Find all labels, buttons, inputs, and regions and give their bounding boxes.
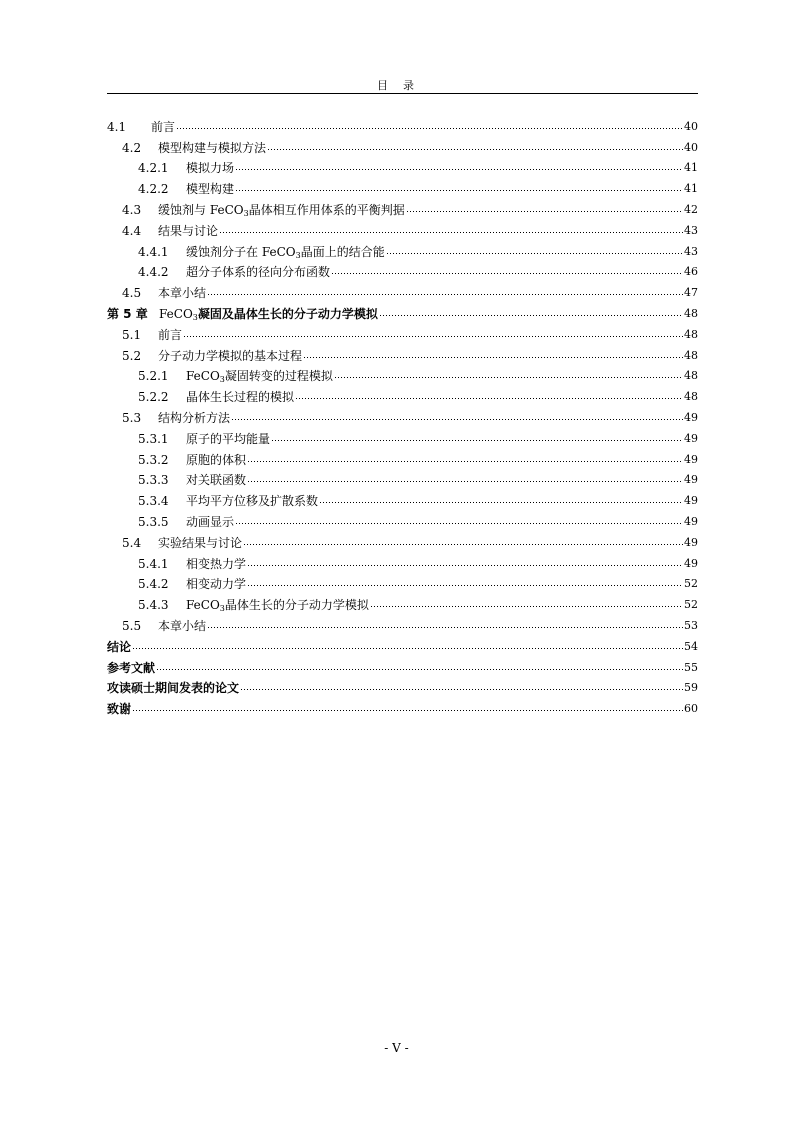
toc-entry-number: 第 5 章	[107, 306, 148, 321]
toc-entry-title: 分子动力学模拟的基本过程	[158, 348, 303, 363]
toc-leader-dots	[132, 709, 683, 713]
toc-entry-page: 52	[684, 577, 698, 591]
toc-entry-page: 53	[684, 618, 698, 632]
toc-leader-dots	[331, 272, 683, 276]
toc-entry-number: 5.3.5	[138, 514, 169, 529]
toc-entry-page: 49	[684, 494, 698, 508]
toc-entry-number: 4.4.1	[138, 244, 169, 259]
toc-entry-title: FeCO$_3$凝固及晶体生长的分子动力学模拟	[159, 306, 378, 322]
toc-entry-number: 5.3	[122, 410, 142, 425]
toc-entry-title: 攻读硕士期间发表的论文	[107, 681, 240, 696]
toc-entry-page: 48	[684, 348, 698, 362]
toc-entry-page: 48	[684, 327, 698, 341]
toc-entry-page: 43	[684, 223, 698, 237]
toc-entry-page: 60	[684, 702, 698, 716]
toc-entry-title: 结构分析方法	[158, 410, 231, 425]
table-of-contents	[107, 114, 698, 717]
toc-entry-page: 59	[684, 681, 698, 695]
toc-entry-page: 42	[684, 202, 698, 216]
toc-entry-number: 5.4.1	[138, 556, 169, 571]
toc-entry-5-5[interactable]	[107, 613, 698, 634]
toc-leader-dots	[370, 605, 683, 609]
toc-entry-number: 5.4	[122, 535, 142, 550]
toc-entry-number: 4.3	[122, 202, 142, 217]
toc-entry-5-2-1[interactable]	[107, 364, 698, 385]
toc-entry-number: 4.2.1	[138, 161, 169, 176]
page-number: - V -	[384, 1041, 409, 1055]
toc-leader-dots	[247, 564, 683, 568]
toc-leader-dots	[235, 168, 683, 172]
toc-entry-references[interactable]	[107, 655, 698, 676]
toc-entry-4-2-1[interactable]	[107, 156, 698, 177]
toc-entry-4-1[interactable]	[107, 114, 698, 135]
toc-entry-5-4-3[interactable]	[107, 592, 698, 613]
toc-leader-dots	[379, 314, 683, 318]
toc-entry-title: 本章小结	[158, 286, 207, 301]
toc-leader-dots	[247, 480, 683, 484]
toc-entry-title: 致谢	[107, 702, 132, 717]
toc-entry-number: 4.2.2	[138, 182, 169, 197]
toc-leader-dots	[386, 252, 683, 256]
toc-entry-5-4-2[interactable]	[107, 572, 698, 593]
toc-entry-number: 5.5	[122, 618, 142, 633]
toc-entry-5-2[interactable]	[107, 343, 698, 364]
toc-entry-title: 晶体生长过程的模拟	[186, 390, 295, 405]
header-rule	[107, 93, 698, 94]
toc-entry-5-3-2[interactable]	[107, 447, 698, 468]
toc-entry-conclusion[interactable]	[107, 634, 698, 655]
toc-entry-acknowledgements[interactable]	[107, 696, 698, 717]
toc-entry-number: 4.2	[122, 140, 142, 155]
toc-leader-dots	[132, 647, 683, 651]
toc-entry-number: 4.4.2	[138, 265, 169, 280]
toc-entry-title: 前言	[151, 119, 176, 134]
toc-entry-title: 动画显示	[186, 514, 235, 529]
toc-entry-page: 46	[684, 265, 698, 279]
toc-entry-title: 实验结果与讨论	[158, 535, 243, 550]
toc-entry-4-2-2[interactable]	[107, 176, 698, 197]
toc-entry-4-4-1[interactable]	[107, 239, 698, 260]
toc-entry-number: 5.4.3	[138, 598, 169, 613]
toc-leader-dots	[219, 231, 683, 235]
toc-entry-page: 48	[684, 369, 698, 383]
toc-entry-page: 43	[684, 244, 698, 258]
toc-entry-page: 49	[684, 556, 698, 570]
toc-entry-number: 5.3.1	[138, 431, 169, 446]
toc-leader-dots	[183, 335, 683, 339]
toc-entry-page: 47	[684, 286, 698, 300]
toc-leader-dots	[295, 397, 683, 401]
toc-entry-title: 相变动力学	[186, 577, 247, 592]
toc-entry-5-4-1[interactable]	[107, 551, 698, 572]
toc-entry-title: 模拟力场	[186, 161, 235, 176]
toc-entry-title: FeCO$_3$凝固转变的过程模拟	[186, 369, 333, 385]
toc-entry-title: 前言	[158, 327, 183, 342]
toc-leader-dots	[243, 543, 683, 547]
toc-entry-5-3-5[interactable]	[107, 509, 698, 530]
toc-entry-number: 4.5	[122, 286, 142, 301]
toc-entry-page: 40	[684, 140, 698, 154]
toc-entry-5-3-1[interactable]	[107, 426, 698, 447]
toc-entry-page: 49	[684, 431, 698, 445]
toc-entry-title: 模型构建与模拟方法	[158, 140, 267, 155]
toc-entry-page: 54	[684, 639, 698, 653]
toc-entry-title: 缓蚀剂分子在 FeCO$_3$晶面上的结合能	[186, 244, 385, 260]
toc-entry-5-1[interactable]	[107, 322, 698, 343]
toc-entry-title: 平均平方位移及扩散系数	[186, 494, 319, 509]
toc-entry-page: 41	[684, 161, 698, 175]
toc-entry-5-3[interactable]	[107, 405, 698, 426]
toc-entry-number: 5.2.1	[138, 369, 169, 384]
toc-entry-number: 5.2.2	[138, 390, 169, 405]
toc-entry-number: 4.1	[107, 119, 127, 134]
toc-leader-dots	[267, 148, 683, 152]
toc-entry-title: 相变热力学	[186, 556, 247, 571]
toc-leader-dots	[319, 501, 683, 505]
toc-entry-5-2-2[interactable]	[107, 384, 698, 405]
toc-entry-page: 49	[684, 452, 698, 466]
toc-leader-dots	[271, 439, 683, 443]
toc-entry-title: 模型构建	[186, 182, 235, 197]
toc-entry-page: 48	[684, 306, 698, 320]
toc-entry-page: 48	[684, 390, 698, 404]
toc-entry-title: 缓蚀剂与 FeCO$_3$晶体相互作用体系的平衡判据	[158, 202, 405, 218]
toc-entry-page: 52	[684, 598, 698, 612]
toc-entry-title: 原子的平均能量	[186, 431, 271, 446]
toc-entry-page: 49	[684, 410, 698, 424]
toc-entry-number: 5.4.2	[138, 577, 169, 592]
toc-entry-title: 超分子体系的径向分布函数	[186, 265, 331, 280]
toc-entry-4-4-2[interactable]	[107, 260, 698, 281]
toc-entry-title: 结论	[107, 639, 132, 654]
toc-entry-title: 对关联函数	[186, 473, 247, 488]
toc-entry-4-2[interactable]	[107, 135, 698, 156]
running-header-title: 目 录	[377, 79, 416, 92]
toc-entry-page: 55	[684, 660, 698, 674]
toc-leader-dots	[247, 584, 683, 588]
toc-entry-number: 5.1	[122, 327, 142, 342]
toc-entry-number: 5.3.4	[138, 494, 169, 509]
toc-leader-dots	[176, 127, 683, 131]
toc-entry-number: 4.4	[122, 223, 142, 238]
toc-entry-publications[interactable]	[107, 676, 698, 697]
toc-entry-4-3[interactable]	[107, 197, 698, 218]
toc-entry-page: 49	[684, 514, 698, 528]
toc-leader-dots	[240, 688, 683, 692]
toc-entry-number: 5.2	[122, 348, 142, 363]
toc-entry-page: 49	[684, 473, 698, 487]
toc-leader-dots	[235, 522, 683, 526]
toc-entry-4-4[interactable]	[107, 218, 698, 239]
toc-entry-title: FeCO$_3$晶体生长的分子动力学模拟	[186, 598, 369, 614]
toc-entry-number: 5.3.2	[138, 452, 169, 467]
toc-entry-page: 49	[684, 535, 698, 549]
toc-entry-page: 41	[684, 182, 698, 196]
toc-leader-dots	[406, 210, 683, 214]
toc-leader-dots	[207, 293, 683, 297]
toc-entry-title: 结果与讨论	[158, 223, 219, 238]
toc-entry-title: 原胞的体积	[186, 452, 247, 467]
toc-entry-title: 参考文献	[107, 660, 156, 675]
toc-entry-5-3-3[interactable]	[107, 468, 698, 489]
toc-leader-dots	[303, 356, 683, 360]
toc-leader-dots	[334, 376, 683, 380]
toc-leader-dots	[156, 668, 683, 672]
toc-entry-5-4[interactable]	[107, 530, 698, 551]
toc-leader-dots	[207, 626, 683, 630]
toc-entry-chapter-5[interactable]	[107, 301, 698, 322]
toc-entry-5-3-4[interactable]	[107, 488, 698, 509]
toc-leader-dots	[231, 418, 683, 422]
toc-entry-number: 5.3.3	[138, 473, 169, 488]
toc-leader-dots	[235, 189, 683, 193]
toc-leader-dots	[247, 460, 683, 464]
toc-entry-title: 本章小结	[158, 618, 207, 633]
toc-entry-page: 40	[684, 119, 698, 133]
toc-entry-4-5[interactable]	[107, 280, 698, 301]
